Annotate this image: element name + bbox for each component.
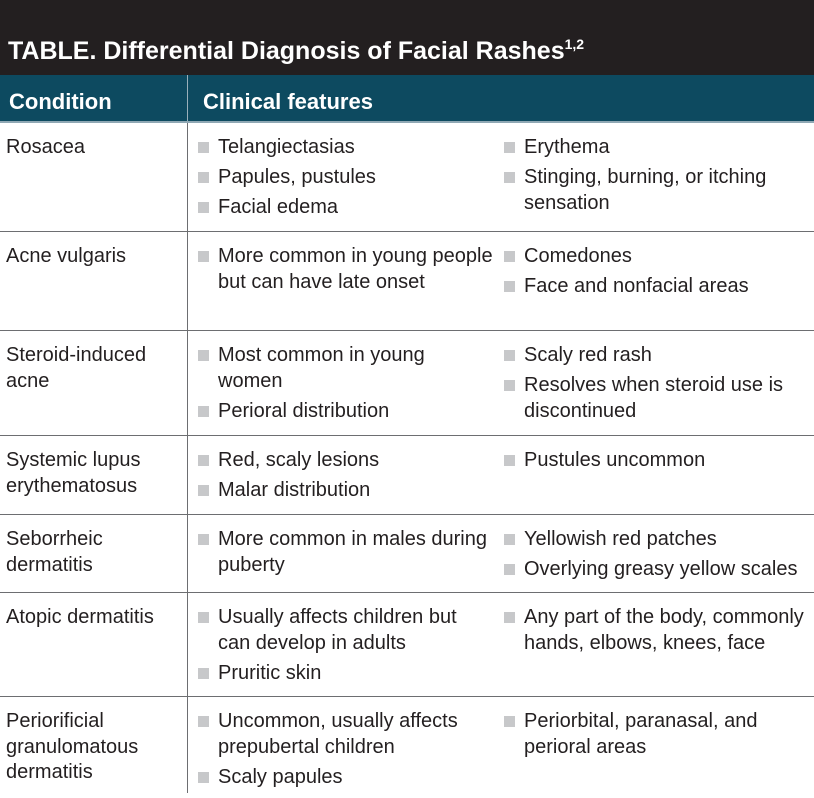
feature-text: Facial edema — [218, 196, 339, 218]
feature-text: Malar distribution — [218, 479, 371, 501]
table-title-text: TABLE. Differential Diagnosis of Facial Rashes — [8, 37, 565, 65]
bullet-square-icon — [198, 142, 209, 153]
features-column — [494, 436, 814, 514]
feature-item — [198, 195, 494, 221]
table-row — [0, 697, 814, 793]
feature-text: Yellowish red patches — [524, 528, 717, 550]
feature-text: More common in young people but can have late onset — [218, 245, 493, 293]
bullet-square-icon — [198, 716, 209, 727]
feature-item — [504, 165, 814, 216]
features-column — [494, 232, 814, 330]
feature-item — [198, 448, 494, 474]
feature-text: Comedones — [524, 245, 632, 267]
table-row — [0, 515, 814, 593]
feature-item — [198, 709, 494, 760]
condition-cell: Steroid-induced acne — [0, 331, 188, 435]
condition-cell: Rosacea — [0, 123, 188, 231]
feature-item — [198, 399, 494, 425]
feature-text: Red, scaly lesions — [218, 449, 380, 471]
feature-item — [504, 527, 814, 553]
bullet-square-icon — [504, 455, 515, 466]
feature-item — [198, 135, 494, 161]
bullet-square-icon — [504, 172, 515, 183]
feature-text: Scaly papules — [218, 765, 343, 788]
feature-text: Stinging, burning, or itching sensation — [524, 166, 767, 214]
bullet-square-icon — [504, 350, 515, 361]
bullet-square-icon — [504, 716, 515, 727]
feature-item — [504, 605, 814, 656]
feature-item — [504, 343, 814, 369]
header-clinical-features: Clinical features — [203, 89, 373, 114]
bullet-square-icon — [504, 281, 515, 292]
feature-item — [504, 135, 814, 161]
feature-text: Telangiectasias — [218, 136, 355, 158]
condition-cell: Periorificial granulomatous dermatitis — [0, 697, 188, 793]
bullet-square-icon — [198, 251, 209, 262]
feature-item — [504, 709, 814, 760]
feature-text: Any part of the body, commonly hands, elbows, knees, face — [524, 606, 804, 654]
bullet-square-icon — [504, 251, 515, 262]
condition-cell: Seborrheic dermatitis — [0, 515, 188, 592]
feature-text: More common in males during puberty — [218, 528, 487, 576]
feature-text: Most common in young women — [218, 344, 425, 392]
table-row — [0, 232, 814, 331]
feature-text: Overlying greasy yellow scales — [524, 558, 798, 580]
feature-text: Face and nonfacial areas — [524, 275, 749, 297]
feature-item — [198, 527, 494, 578]
table-row — [0, 593, 814, 697]
feature-text: Periorbital, paranasal, and perioral areas — [524, 710, 758, 758]
features-column — [188, 593, 494, 696]
bullet-square-icon — [198, 202, 209, 213]
bullet-square-icon — [198, 172, 209, 183]
feature-text: Uncommon, usually affects prepubertal children — [218, 710, 458, 758]
feature-item — [198, 244, 494, 295]
feature-item — [198, 765, 494, 791]
table-title-references: 1,2 — [564, 36, 585, 52]
bullet-square-icon — [198, 612, 209, 623]
feature-text: Resolves when steroid use is discontinued — [524, 374, 784, 422]
bullet-square-icon — [504, 380, 515, 391]
feature-text: Papules, pustules — [218, 166, 376, 188]
features-column — [494, 593, 814, 696]
feature-text: Pruritic skin — [218, 661, 322, 684]
bullet-square-icon — [198, 485, 209, 496]
feature-text: Scaly red rash — [524, 344, 652, 366]
features-column — [188, 232, 494, 330]
features-column — [188, 436, 494, 514]
bullet-square-icon — [198, 772, 209, 783]
condition-cell: Systemic lupus erythematosus — [0, 436, 188, 514]
feature-text: Erythema — [524, 136, 610, 158]
feature-text: Perioral distribution — [218, 399, 390, 422]
feature-item — [198, 478, 494, 504]
features-column — [188, 123, 494, 231]
bullet-square-icon — [198, 455, 209, 466]
features-column — [494, 697, 814, 793]
header-condition: Condition — [0, 75, 188, 121]
features-column — [188, 515, 494, 592]
condition-cell: Atopic dermatitis — [0, 593, 188, 696]
features-column — [188, 331, 494, 435]
features-column — [494, 331, 814, 435]
features-column — [494, 123, 814, 231]
bullet-square-icon — [504, 612, 515, 623]
feature-item — [504, 448, 814, 474]
feature-item — [198, 661, 494, 687]
feature-item — [198, 343, 494, 394]
bullet-square-icon — [504, 142, 515, 153]
bullet-square-icon — [198, 350, 209, 361]
table-row — [0, 123, 814, 232]
table-title — [0, 0, 814, 75]
feature-item — [504, 557, 814, 583]
feature-text: Pustules uncommon — [524, 449, 706, 471]
bullet-square-icon — [198, 534, 209, 545]
table-row — [0, 331, 814, 436]
bullet-square-icon — [198, 406, 209, 417]
table-row — [0, 436, 814, 515]
feature-item — [504, 373, 814, 424]
feature-item — [198, 165, 494, 191]
features-column — [188, 697, 494, 793]
bullet-square-icon — [504, 564, 515, 575]
condition-cell: Acne vulgaris — [0, 232, 188, 330]
table-body — [0, 123, 814, 793]
feature-item — [504, 274, 814, 300]
bullet-square-icon — [504, 534, 515, 545]
table-header-row — [0, 75, 814, 123]
feature-item — [504, 244, 814, 270]
feature-item — [198, 605, 494, 656]
features-column — [494, 515, 814, 592]
feature-text: Usually affects children but can develop in adults — [218, 606, 457, 654]
bullet-square-icon — [198, 668, 209, 679]
